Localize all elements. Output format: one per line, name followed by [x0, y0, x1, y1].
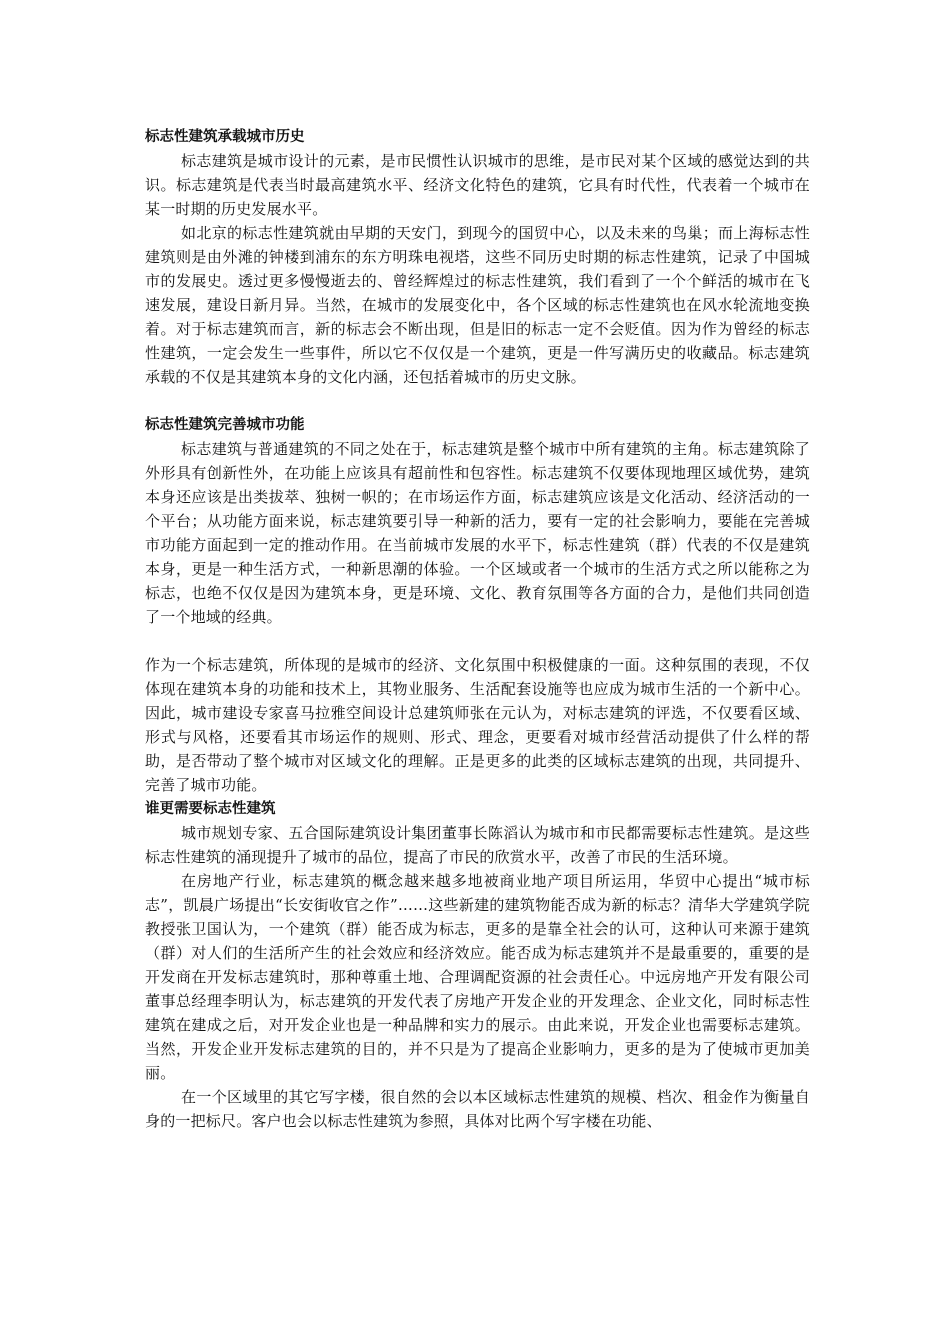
- section-heading: 标志性建筑完善城市功能: [145, 417, 305, 433]
- paragraph: 在房地产行业，标志建筑的概念越来越多地被商业地产项目所运用，华贸中心提出“城市标志”，凯晨广场提出“长安街收官之作”……这些新建的建筑物能否成为新的标志？清华大学建筑学院教授张卫国认为，一个建筑（群）能否成为标志，更多的是靠全社会的认可，这种认可来源于建筑（群）对人们的生活所产生的社会效应和经济效应。能否成为标志建筑并不是最重要的，重要的是开发商在开发标志建筑时，那种尊重土地、合理调配资源的社会责任心。中远房地产开发有限公司董事总经理李明认为，标志建筑的开发代表了房地产开发企业的开发理念、企业文化，同时标志性建筑在建成之后，对开发企业也是一种品牌和实力的展示。由此来说，开发企业也需要标志建筑。当然，开发企业开发标志建筑的目的，并不只是为了提高企业影响力，更多的是为了使城市更加美丽。: [145, 872, 810, 1082]
- paragraph: 标志建筑与普通建筑的不同之处在于，标志建筑是整个城市中所有建筑的主角。标志建筑除了外形具有创新性外，在功能上应该具有超前性和包容性。标志建筑不仅要体现地理区域优势，建筑本身还应该是出类拔萃、独树一帜的；在市场运作方面，标志建筑应该是文化活动、经济活动的一个平台；从功能方面来说，标志建筑要引导一种新的活力，要有一定的社会影响力，要能在完善城市功能方面起到一定的推动作用。在当前城市发展的水平下，标志性建筑（群）代表的不仅是建筑本身，更是一种生活方式，一种新思潮的体验。一个区域或者一个城市的生活方式之所以能称之为标志，也绝不仅仅是因为建筑本身，更是环境、文化、教育氛围等各方面的合力，是他们共同创造了一个地域的经典。: [145, 440, 810, 626]
- paragraph: 标志建筑是城市设计的元素，是市民惯性认识城市的思维，是市民对某个区域的感觉达到的共识。标志建筑是代表当时最高建筑水平、经济文化特色的建筑，它具有时代性，代表着一个城市在某一时期的历史发展水平。: [145, 152, 810, 218]
- paragraph: 城市规划专家、五合国际建筑设计集团董事长陈滔认为城市和市民都需要标志性建筑。是这些标志性建筑的涌现提升了城市的品位，提高了市民的欣赏水平，改善了市民的生活环境。: [145, 824, 810, 866]
- section-heading: 谁更需要标志性建筑: [145, 801, 276, 817]
- paragraph: 作为一个标志建筑，所体现的是城市的经济、文化氛围中积极健康的一面。这种氛围的表现，不仅体现在建筑本身的功能和技术上，其物业服务、生活配套设施等也应成为城市生活的一个新中心。因此，城市建设专家喜马拉雅空间设计总建筑师张在元认为，对标志建筑的评选，不仅要看区域、形式与风格，还要看其市场运作的规则、形式、理念，更要看对城市经营活动提供了什么样的帮助，是否带动了整个城市对区域文化的理解。正是更多的此类的区域标志建筑的出现，共同提升、完善了城市功能。: [145, 656, 810, 794]
- document-page: [145, 125, 810, 1133]
- section-function: [145, 413, 810, 797]
- section-heading: 标志性建筑承载城市历史: [145, 129, 305, 145]
- paragraph: 在一个区域里的其它写字楼，很自然的会以本区域标志性建筑的规模、档次、租金作为衡量自身的一把标尺。客户也会以标志性建筑为参照，具体对比两个写字楼在功能、: [145, 1088, 810, 1130]
- section-who-needs: [145, 797, 810, 1133]
- paragraph: 如北京的标志性建筑就由早期的天安门，到现今的国贸中心，以及未来的鸟巢；而上海标志性建筑则是由外滩的钟楼到浦东的东方明珠电视塔，这些不同历史时期的标志性建筑，记录了中国城市的发展史。透过更多慢慢逝去的、曾经辉煌过的标志性建筑，我们看到了一个个鲜活的城市在飞速发展，建设日新月异。当然，在城市的发展变化中，各个区域的标志性建筑也在风水轮流地变换着。对于标志建筑而言，新的标志会不断出现，但是旧的标志一定不会贬值。因为作为曾经的标志性建筑，一定会发生一些事件，所以它不仅仅是一个建筑，更是一件写满历史的收藏品。标志建筑承载的不仅是其建筑本身的文化内涵，还包括着城市的历史文脉。: [145, 224, 810, 386]
- section-spacer: [145, 389, 810, 413]
- paragraph-spacer: [145, 629, 810, 653]
- section-history: [145, 125, 810, 389]
